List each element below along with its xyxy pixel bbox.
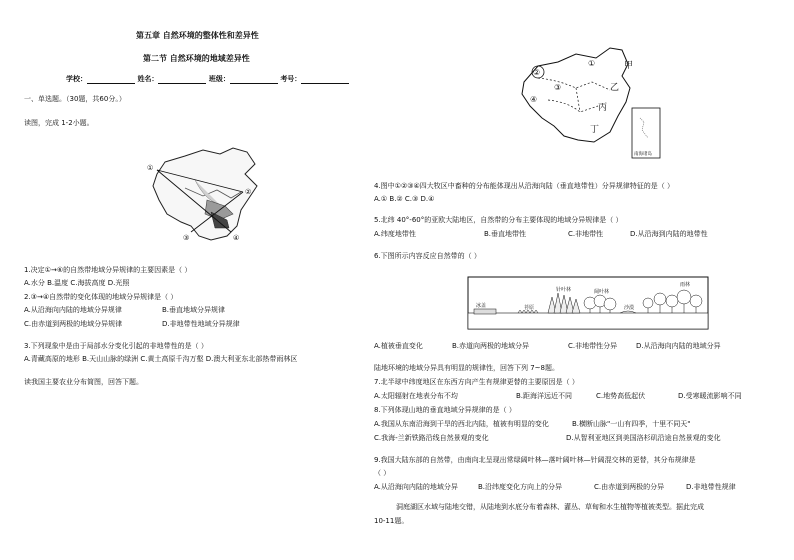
question-9: 9.我国大陆东部的自然带，由南向北呈现出常绿阔叶林—落叶阔叶林—针阔混交林的更替，其分布规律是 bbox=[374, 456, 696, 464]
profile-label-rainforest: 雨林 bbox=[680, 282, 691, 288]
profile-label-desert: 沙漠 bbox=[624, 305, 635, 311]
question-7: 7.北半球中纬度地区在东西方向产生有规律更替的主要原因是（ ） bbox=[374, 378, 579, 386]
question-2-option-b: B.垂直地域分异规律 bbox=[162, 306, 226, 314]
china-map-figure-2 bbox=[518, 42, 663, 162]
map2-label-2: ② bbox=[533, 68, 541, 77]
question-5-option-b: B.垂直地带性 bbox=[484, 230, 527, 238]
class-label: 班级： bbox=[208, 75, 230, 83]
question-6-option-a: A.植被垂直变化 bbox=[374, 342, 423, 350]
question-8-option-b: B.横断山脉"一山有四季，十里不同天" bbox=[572, 420, 691, 428]
question-7-option-b: B.距海洋远近不同 bbox=[516, 392, 573, 400]
question-8-option-c: C.我海-兰新铁路沿线自然景观的变化 bbox=[374, 434, 489, 442]
map1-label-2: ② bbox=[245, 188, 252, 196]
question-4: 4.图中①②③④四大牧区中畜种的分布能体现出从沿海向陆（垂直地带性）分异规律特征的是（ ） bbox=[374, 182, 675, 190]
map2-label-1: ① bbox=[588, 59, 596, 68]
question-5-option-d: D.从沿海到内陆的地带性 bbox=[630, 230, 708, 238]
question-6-option-d: D.从沿海向内陆的地域分异 bbox=[636, 342, 721, 350]
name-label: 姓名： bbox=[137, 75, 159, 83]
map2-label-4: ④ bbox=[530, 95, 538, 104]
question-2: 2.③→④自然带的变化体现的地域分异规律是（ ） bbox=[24, 293, 178, 301]
exam-no-label: 考号： bbox=[280, 75, 302, 83]
question-3: 3.下列现象中是由于局部水分变化引起的非地带性的是（ ） bbox=[24, 342, 208, 350]
question-8: 8.下列体现山地的垂直地域分异规律的是（ ） bbox=[374, 406, 516, 414]
question-6-option-c: C.非地带性分异 bbox=[568, 342, 618, 350]
question-2-option-c: C.由赤道到两极的地域分异规律 bbox=[24, 320, 123, 328]
question-1-options: A.水分 B.温度 C.海拔高度 D.光照 bbox=[24, 279, 130, 287]
question-5-option-c: C.非地带性 bbox=[568, 230, 604, 238]
question-3-options: A.青藏高原的地形 B.天山山脉的绿洲 C.黄土高原千沟万壑 D.澳大利亚东北部热带雨林区 bbox=[24, 355, 298, 363]
china-map-figure-1 bbox=[145, 140, 275, 250]
map1-label-4: ④ bbox=[233, 234, 240, 242]
south-china-sea-inset bbox=[632, 108, 660, 158]
chapter-title: 第五章 自然环境的整体性和差异性 bbox=[136, 31, 259, 40]
map2-label-jia: 甲 bbox=[624, 61, 634, 71]
question-6: 6.下图所示内容反应自然带的（ ） bbox=[374, 252, 481, 260]
map1-label-3: ③ bbox=[183, 234, 190, 242]
question-9-option-b: B.沿纬度变化方向上的分异 bbox=[478, 483, 563, 491]
map2-label-yi: 乙 bbox=[610, 83, 620, 93]
vegetation-profile-figure bbox=[468, 277, 708, 329]
question-9-paren: （ ） bbox=[374, 469, 391, 477]
section-heading: 一、单选题。（30题，共60分。） bbox=[24, 95, 126, 103]
profile-label-ice: 冰盖 bbox=[476, 303, 487, 309]
question-6-option-b: B.赤道向两极的地域分异 bbox=[452, 342, 530, 350]
intro-q1-2: 读图，完成 1-2小题。 bbox=[24, 119, 94, 127]
question-2-option-d: D.非地带性地域分异规律 bbox=[162, 320, 240, 328]
name-field[interactable] bbox=[158, 75, 206, 84]
question-7-option-a: A.太阳辐射在地表分布不均 bbox=[374, 392, 458, 400]
profile-label-conifer: 针叶林 bbox=[556, 287, 572, 293]
question-9-option-c: C.由赤道到两极的分异 bbox=[594, 483, 665, 491]
map2-label-ding: 丁 bbox=[590, 125, 600, 135]
ice-cap-shape bbox=[474, 309, 496, 314]
question-9-option-d: D.非地带性规律 bbox=[686, 483, 736, 491]
exam-no-field[interactable] bbox=[301, 75, 349, 84]
map2-label-bing: 丙 bbox=[598, 103, 608, 113]
question-8-option-a: A.我国从东南沿海到干旱的西北内陆，植被有明显的变化 bbox=[374, 420, 549, 428]
map2-label-3: ③ bbox=[554, 83, 562, 92]
intro-q7-8: 陆地环境的地域分异具有明显的规律性，回答下列 7~8题。 bbox=[374, 364, 559, 372]
section-title: 第二节 自然环境的地域差异性 bbox=[143, 54, 250, 63]
question-4-options: A.① B.② C.③ D.④ bbox=[374, 195, 435, 203]
map1-label-1: ① bbox=[147, 164, 154, 172]
question-7-option-d: D.受寒暖流影响不同 bbox=[678, 392, 742, 400]
student-info-line bbox=[66, 74, 349, 84]
question-7-option-c: C.地势高低起伏 bbox=[596, 392, 646, 400]
question-5: 5.北纬 40°-60°的亚欧大陆地区，自然带的分布主要体现的地域分异规律是（ ） bbox=[374, 216, 623, 224]
school-label: 学校： bbox=[66, 75, 87, 83]
intro-q10-11-cont: 10-11题。 bbox=[374, 517, 409, 525]
intro-q4: 读我国主要农业分布简图，回答下题。 bbox=[24, 378, 143, 386]
question-5-option-a: A.纬度地带性 bbox=[374, 230, 416, 238]
question-9-option-a: A.从沿海向内陆的地域分异 bbox=[374, 483, 458, 491]
question-8-option-d: D.从智利亚地区到美国洛杉矶沿途自然景观的变化 bbox=[566, 434, 721, 442]
school-field[interactable] bbox=[87, 75, 135, 84]
inset-label: 南海诸岛 bbox=[634, 152, 652, 157]
profile-label-tundra: 苔原 bbox=[524, 305, 535, 311]
class-field[interactable] bbox=[230, 75, 278, 84]
intro-q10-11: 洞庭湖区水域与陆地交错，从陆地到水底分布着森林、灌丛、草甸和水生植物等植被类型。据此完成 bbox=[396, 503, 704, 511]
question-2-option-a: A.从沿海向内陆的地域分异规律 bbox=[24, 306, 122, 314]
question-1: 1.决定①→⑥的自然带地域分异规律的主要因素是（ ） bbox=[24, 266, 192, 274]
profile-label-broadleaf: 阔叶林 bbox=[594, 289, 610, 295]
